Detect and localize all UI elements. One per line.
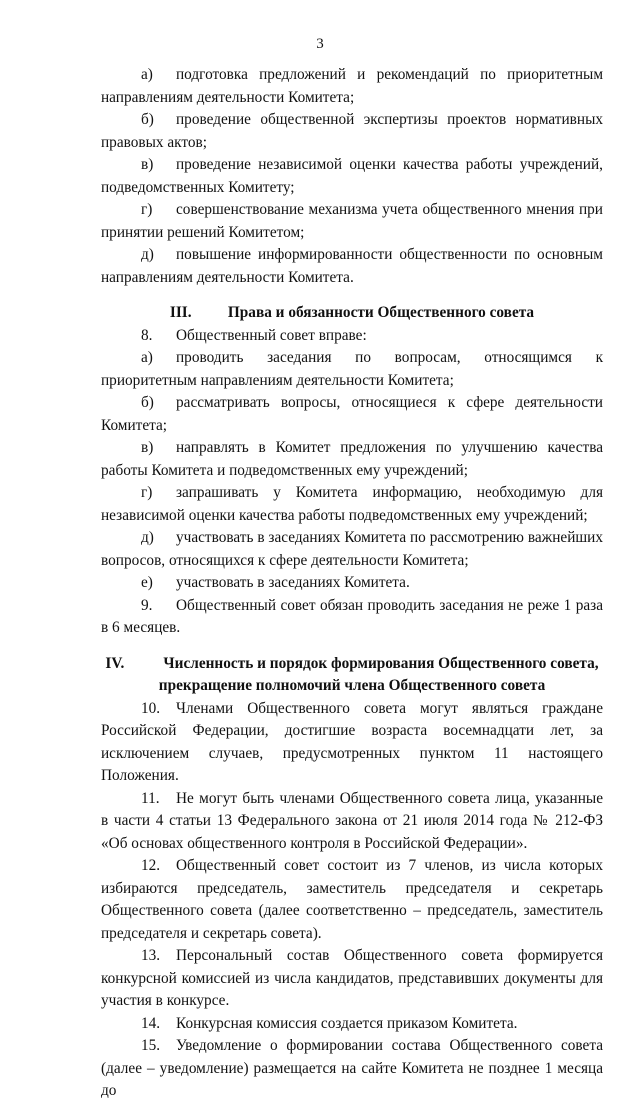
list-item-text: Общественный совет состоит из 7 членов, из числа которых избираются председатель, заместитель председателя и секретарь Общественного совета (далее соответственно – председатель, заместитель председателя и секретарь совета). (101, 857, 603, 942)
section-spacer (101, 289, 603, 302)
list-item (101, 199, 603, 244)
section-number: III. (169, 304, 192, 321)
list-item (101, 482, 603, 527)
section-heading (101, 302, 603, 325)
list-item (101, 1013, 603, 1036)
list-item-label: б) (141, 394, 154, 411)
list-item (101, 698, 603, 788)
list-item-text: повышение информированности общественности по основным направлениям деятельности Комитета. (101, 246, 603, 286)
list-item (101, 325, 603, 348)
section-heading (101, 653, 603, 698)
document-body (101, 64, 603, 1103)
list-item (101, 527, 603, 572)
section-spacer (101, 640, 603, 653)
list-item-text: Не могут быть членами Общественного совета лица, указанные в части 4 статьи 13 Федерального закона от 21 июля 2014 года № 212-ФЗ «Об основах общественного контроля в Российской Федерации». (101, 789, 603, 852)
list-item-text: проводить заседания по вопросам, относящимся к приоритетным направлениям деятельности Комитета; (101, 349, 603, 389)
list-item-label: 8. (141, 326, 153, 344)
list-item-label: 15. (141, 1037, 161, 1054)
list-item-label: 14. (141, 1014, 161, 1032)
list-item-label: г) (141, 484, 153, 501)
list-item-label: 13. (141, 947, 161, 964)
list-item-label: в) (141, 439, 154, 456)
list-item (101, 855, 603, 945)
list-item-text: Уведомление о формировании состава Общественного совета (далее – уведомление) размещается на сайте Комитета не позднее 1 месяца до (101, 1037, 603, 1099)
list-item-text: совершенствование механизма учета общественного мнения при принятии решений Комитетом; (101, 201, 603, 241)
list-item-label: а) (141, 66, 153, 83)
list-item-text: Персональный состав Общественного совета формируется конкурсной комиссией из числа кандидатов, представивших документы для участия в конкурсе. (101, 947, 603, 1009)
list-item (101, 154, 603, 199)
list-item-text: проведение общественной экспертизы проектов нормативных правовых актов; (101, 111, 603, 151)
list-item-text: Членами Общественного совета могут являться граждане Российской Федерации, достигшие возраста восемнадцати лет, за исключением случаев, предусмотренных пунктом 11 настоящего Положения. (101, 699, 603, 784)
list-item-label: 12. (141, 857, 161, 874)
list-item (101, 788, 603, 856)
list-item-text: Общественный совет вправе: (176, 326, 367, 344)
list-item-text: участвовать в заседаниях Комитета. (176, 574, 410, 591)
list-item-text: проведение независимой оценки качества работы учреждений, подведомственных Комитету; (101, 156, 603, 196)
list-item-label: 9. (141, 596, 153, 614)
list-item-label: 11. (141, 789, 160, 807)
list-item-text: запрашивать у Комитета информацию, необходимую для независимой оценки качества работы подведомственных ему учреждений; (101, 484, 603, 524)
list-item-label: г) (141, 201, 153, 218)
list-item (101, 572, 603, 595)
list-item (101, 595, 603, 640)
list-item-text: подготовка предложений и рекомендаций по приоритетным направлениям деятельности Комитета; (101, 66, 603, 106)
list-item (101, 945, 603, 1013)
list-item-label: б) (141, 111, 154, 128)
list-item (101, 392, 603, 437)
list-item-text: Общественный совет обязан проводить заседания не реже 1 раза в 6 месяцев. (101, 596, 603, 636)
list-item-text: Конкурсная комиссия создается приказом Комитета. (176, 1014, 518, 1032)
list-item-text: рассматривать вопросы, относящиеся к сфере деятельности Комитета; (101, 394, 603, 434)
list-item-label: е) (141, 574, 153, 591)
list-item (101, 437, 603, 482)
list-item-label: 10. (141, 699, 161, 717)
list-item-label: в) (141, 156, 154, 173)
section-title: Права и обязанности Общественного совета (227, 304, 535, 321)
list-item-label: д) (141, 246, 154, 263)
page-number: 3 (316, 36, 324, 52)
list-item (101, 244, 603, 289)
list-item-label: д) (141, 529, 154, 546)
list-item-text: направлять в Комитет предложения по улучшению качества работы Комитета и подведомственных ему учреждений; (101, 439, 603, 479)
list-item-label: а) (141, 349, 153, 366)
list-item (101, 1035, 603, 1103)
list-item (101, 109, 603, 154)
list-item (101, 64, 603, 109)
section-title: Численность и порядок формирования Общественного совета, прекращение полномочий члена Общественного совета (158, 654, 599, 694)
section-number: IV. (105, 654, 125, 672)
list-item-text: участвовать в заседаниях Комитета по рассмотрению важнейших вопросов, относящихся к сфере деятельности Комитета; (101, 529, 603, 569)
list-item (101, 347, 603, 392)
